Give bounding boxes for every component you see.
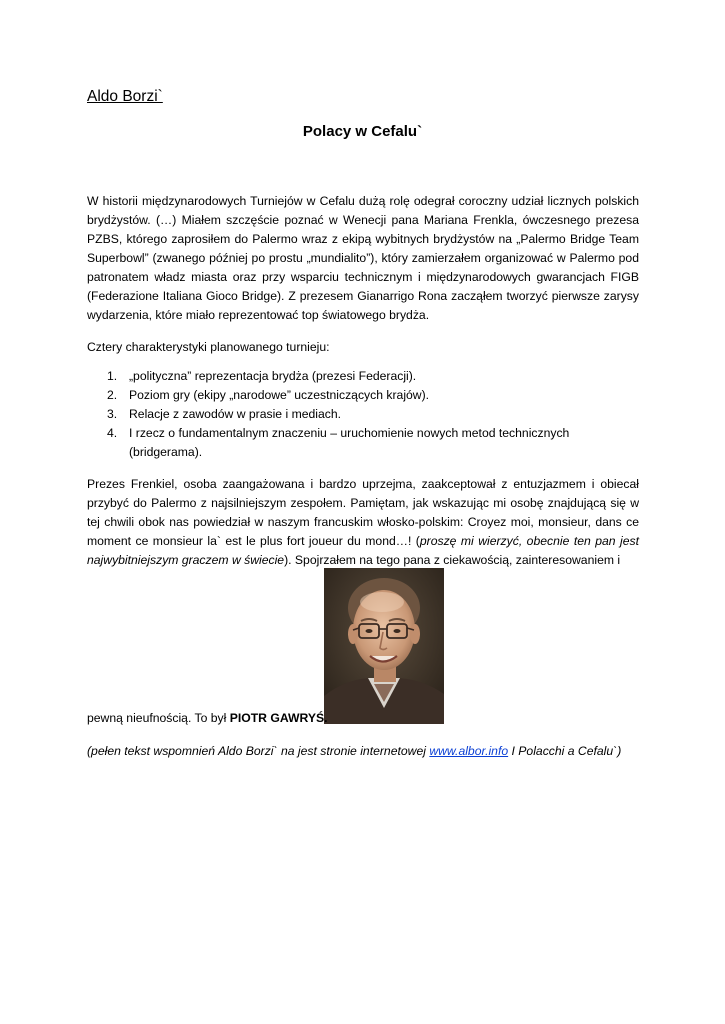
footer-note (87, 742, 621, 761)
paragraph-frenkiel-ending: pewną nieufnością. To był (87, 711, 230, 725)
footer-note-text: (pełen tekst wspomnień Aldo Borzi` na jest stronie internetowej (87, 744, 430, 758)
portrait-image (324, 568, 444, 724)
portrait-photo (324, 568, 444, 724)
list-item-text: I rzecz o fundamentalnym znaczeniu – uruchomienie nowych metod technicznych (bridgerama). (129, 426, 570, 459)
list-item-number: 4. (107, 426, 118, 440)
list-item (87, 386, 639, 405)
paragraph-frenkiel-text: Prezes Frenkiel, osoba zaangażowana i bardzo uprzejma, zaakceptował z entuzjazmem i obiecał przybyć do Palermo z najsilniejszym zespołem. Pamiętam, jak wskazując mi osobę znajdującą się w tej chwili obok nas powiedział w naszym francuskim włosko-polskim: Croyez moi, monsieur, dans ce moment ce monsieur la` est le plus fort joueur du mond…! ( (87, 477, 639, 548)
footer-note-title: I Polacchi a Cefalu`) (508, 744, 622, 758)
paragraph-intro: W historii międzynarodowych Turniejów w Cefalu dużą rolę odegrał coroczny udział licznych polskich brydżystów. (…) Miałem szczęście poznać w Wenecji pana Mariana Frenkla, ówczesnego prezesa PZBS, którego zaprosiłem do Palermo wraz z ekipą wybitnych brydżystów na „Palermo Bridge Team Superbowl” (zwanego później po prostu „mundialito”), który zamierzałem organizować w Palermo pod patronatem władz miasta oraz przy wsparciu technicznym i międzynarodowych gwarancjach FIGB (Federazione Italiana Gioco Bridge). Z prezesem Gianarrigo Rona zacząłem tworzyć pierwsze zarysy wydarzenia, które miało reprezentować top światowego brydża. (87, 194, 639, 322)
paragraph-frenkiel-continuation: ). Spojrzałem na tego pana z ciekawością, zainteresowaniem i (284, 553, 621, 567)
list-item-number: 1. (107, 369, 118, 383)
list-item-number: 3. (107, 407, 118, 421)
list-item (87, 424, 639, 462)
document-title-text: Polacy w Cefalu` (302, 123, 423, 140)
list-item-text: Poziom gry (ekipy „narodowe” uczestniczących krajów). (129, 388, 430, 402)
paragraph-frenkiel (87, 475, 639, 570)
list-item-text: „polityczna” reprezentacja brydża (prezesi Federacji). (129, 369, 417, 383)
list-item-number: 2. (107, 388, 118, 402)
list-item (87, 367, 639, 386)
player-name: PIOTR GAWRYŚ. (229, 711, 328, 725)
characteristics-list (87, 367, 639, 462)
paragraph-frenkiel-translation: proszę mi wierzyć, obecnie ten pan jest najwybitniejszym graczem w świecie (87, 534, 639, 567)
paragraph-characteristics-intro: Cztery charakterystyki planowanego turnieju: (87, 340, 330, 354)
list-item-text: Relacje z zawodów w prasie i mediach. (129, 407, 342, 421)
document-title (0, 123, 725, 140)
author-name: Aldo Borzi` (87, 88, 163, 105)
list-item (87, 405, 639, 424)
paragraph-frenkiel-last-line (87, 709, 327, 728)
website-link[interactable]: www.albor.info (429, 744, 509, 758)
